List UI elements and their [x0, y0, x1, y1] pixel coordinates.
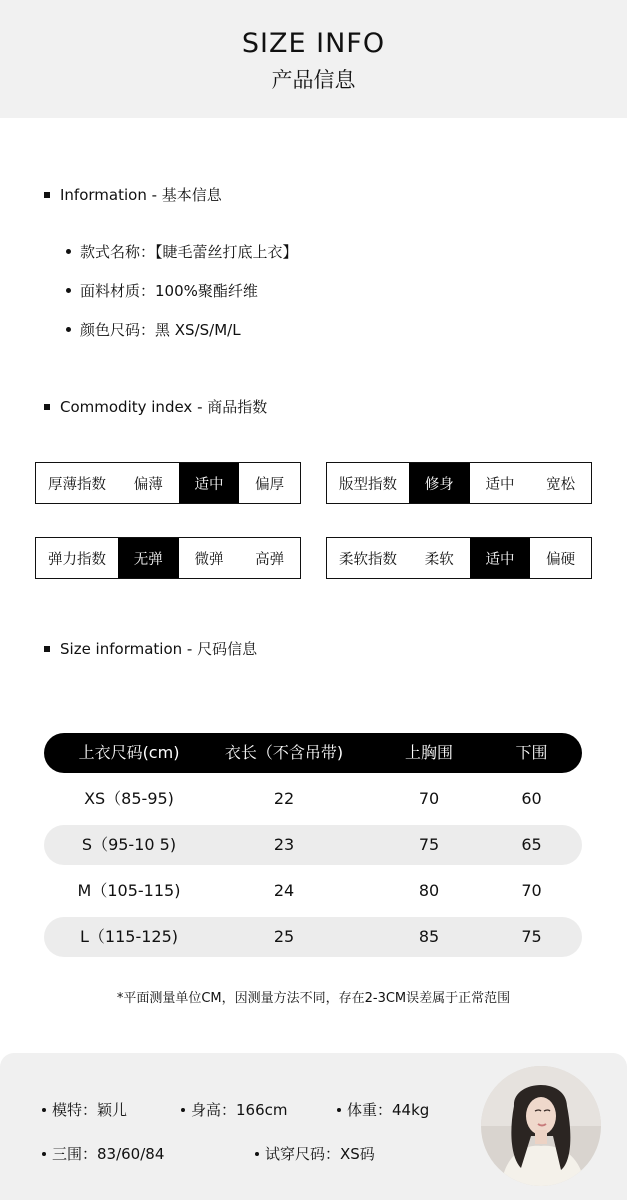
model-name: [42, 1099, 127, 1120]
index-option: 宽松: [546, 476, 576, 493]
model-try-size-text: 试穿尺码：XS码: [265, 1145, 375, 1163]
dot-bullet-icon: [337, 1108, 341, 1112]
basic-item-text: 面料材质：100%聚酯纤维: [80, 282, 258, 300]
table-cell: 70: [521, 881, 542, 900]
table-cell: 24: [273, 881, 295, 900]
index-option-selected: 适中: [470, 538, 531, 578]
dot-bullet-icon: [181, 1108, 185, 1112]
index-option: 偏硬: [546, 551, 576, 568]
dot-bullet-icon: [42, 1108, 46, 1112]
table-cell: 25: [273, 927, 295, 946]
model-height-text: 身高：166cm: [191, 1101, 288, 1119]
model-photo-icon: [481, 1066, 601, 1186]
index-option: 高弹: [255, 551, 285, 568]
dot-bullet-icon: [66, 327, 71, 332]
table-cell: 65: [521, 835, 542, 854]
table-cell: S（95-10 5): [81, 835, 177, 854]
index-option: 偏厚: [255, 476, 285, 493]
section-title-basic: [44, 184, 222, 205]
index-option-selected: 修身: [409, 463, 470, 503]
header-banner: [0, 0, 627, 118]
model-height: [181, 1099, 288, 1120]
dot-bullet-icon: [66, 288, 71, 293]
table-cell: 22: [273, 789, 295, 808]
section-title-commodity: [44, 396, 267, 417]
index-option: 适中: [485, 476, 515, 493]
model-weight: [337, 1099, 429, 1120]
model-weight-text: 体重：44kg: [347, 1101, 430, 1119]
dot-bullet-icon: [66, 249, 71, 254]
model-measurements: [42, 1143, 164, 1164]
index-option: 微弹: [194, 551, 224, 568]
table-row: [44, 779, 582, 819]
table-cell: 80: [418, 881, 440, 900]
model-measurements-text: 三围：83/60/84: [52, 1145, 165, 1163]
index-option: 柔软: [424, 551, 454, 568]
table-cell: L（115-125): [79, 927, 178, 946]
index-elasticity: [35, 537, 301, 579]
table-cell: 75: [418, 835, 440, 854]
dot-bullet-icon: [42, 1152, 46, 1156]
table-row: [44, 871, 582, 911]
section-title-text: Commodity index - 商品指数: [60, 398, 268, 416]
dot-bullet-icon: [255, 1152, 259, 1156]
table-cell: 23: [273, 835, 295, 854]
square-bullet-icon: [44, 192, 50, 198]
model-try-size: [255, 1143, 375, 1164]
square-bullet-icon: [44, 646, 50, 652]
table-cell: XS（85-95): [84, 789, 174, 808]
basic-item-text: 颜色尺码：黑 XS/S/M/L: [80, 321, 241, 339]
basic-item-text: 款式名称：【睫毛蕾丝打底上衣】: [80, 243, 298, 261]
column-header: 下围: [515, 743, 548, 762]
basic-item: [66, 241, 298, 262]
index-option: 偏薄: [133, 476, 163, 493]
index-label: 弹力指数: [47, 551, 106, 568]
column-header: 上衣尺码(cm): [78, 743, 180, 762]
column-header: 衣长（不含吊带): [224, 743, 344, 762]
table-cell: 75: [521, 927, 542, 946]
table-cell: 85: [418, 927, 440, 946]
model-avatar: [481, 1066, 601, 1186]
size-table-header: [44, 733, 582, 773]
table-cell: M（105-115): [77, 881, 181, 900]
section-title-text: Size information - 尺码信息: [60, 640, 258, 658]
page-subtitle: 产品信息: [271, 68, 356, 92]
square-bullet-icon: [44, 404, 50, 410]
table-row: [44, 825, 582, 865]
basic-item: [66, 280, 258, 301]
index-fit: [326, 462, 592, 504]
measurement-note: *平面测量单位CM，因测量方法不同，存在2-3CM误差属于正常范围: [116, 991, 511, 1006]
section-title-size: [44, 638, 257, 659]
index-softness: [326, 537, 592, 579]
table-row: [44, 917, 582, 957]
table-cell: 60: [521, 789, 542, 808]
index-label: 厚薄指数: [47, 476, 106, 493]
column-header: 上胸围: [404, 743, 453, 762]
model-name-text: 模特：颖儿: [52, 1101, 128, 1119]
index-option-selected: 无弹: [118, 538, 179, 578]
page-title: SIZE INFO: [241, 28, 386, 59]
index-thickness: [35, 462, 301, 504]
section-title-text: Information - 基本信息: [60, 186, 222, 204]
index-option-selected: 适中: [179, 463, 240, 503]
table-cell: 70: [418, 789, 440, 808]
index-label: 柔软指数: [338, 551, 397, 568]
index-label: 版型指数: [338, 476, 397, 493]
basic-item: [66, 319, 241, 340]
